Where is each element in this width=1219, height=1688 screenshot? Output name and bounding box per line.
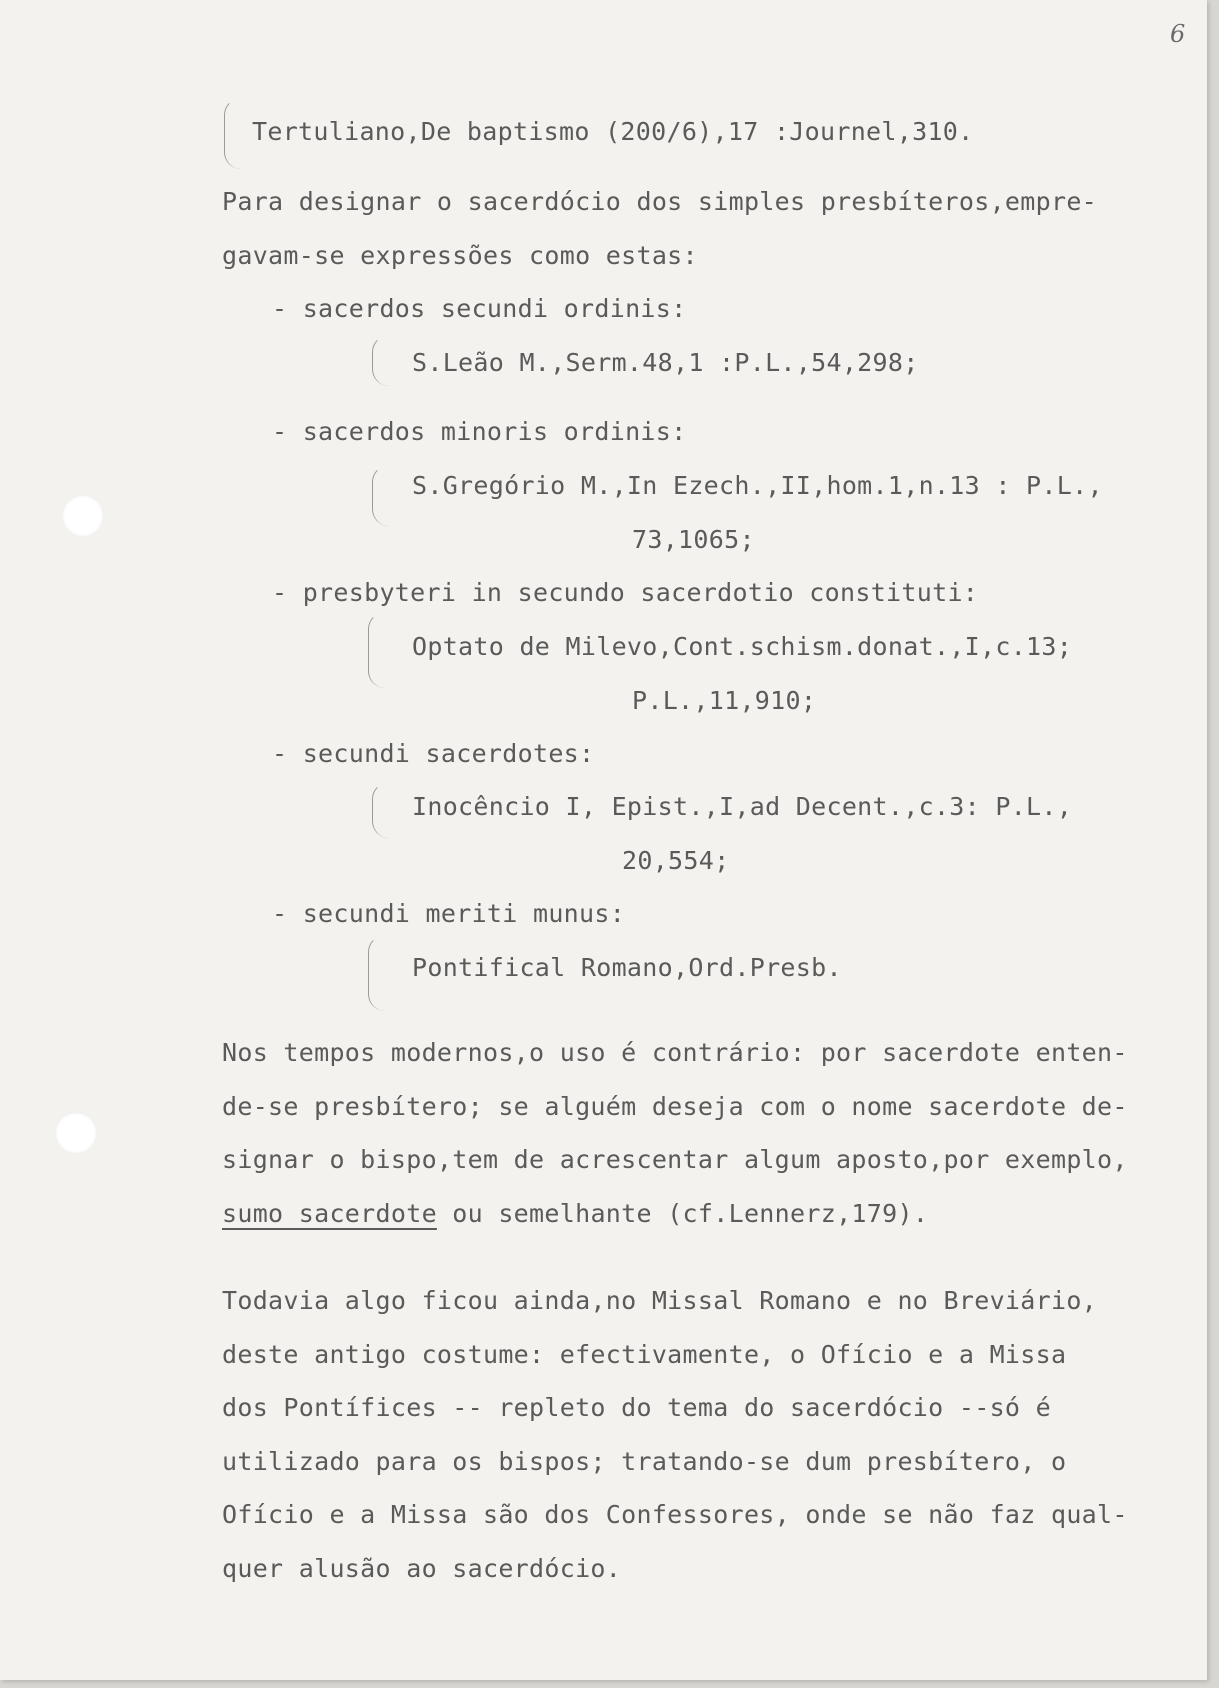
punch-hole [55,1112,97,1154]
citation-bracket [372,335,389,386]
text-line: - sacerdos secundi ordinis: [272,294,687,323]
text-line: 20,554; [622,846,730,875]
text-line: Todavia algo ficou ainda,no Missal Romano e no Breviário, [222,1286,1098,1315]
text-line: signar o bispo,tem de acrescentar algum aposto,por exemplo, [222,1145,1128,1174]
text-line: quer alusão ao sacerdócio. [222,1554,622,1583]
text-line: deste antigo costume: efectivamente, o Ofício e a Missa [222,1340,1067,1369]
text-line-with-underline [222,1199,928,1229]
text-line: P.L.,11,910; [632,686,817,715]
text-line: Tertuliano,De baptismo (200/6),17 :Journel,310. [252,117,974,146]
text-line: Para designar o sacerdócio dos simples presbíteros,empre- [222,187,1098,216]
text-line: S.Leão M.,Serm.48,1 :P.L.,54,298; [412,348,919,377]
text-line: 73,1065; [632,525,755,554]
citation-bracket [224,98,241,169]
text-line: gavam-se expressões como estas: [222,241,698,270]
punch-hole [62,495,104,537]
text-line: Nos tempos modernos,o uso é contrário: por sacerdote enten- [222,1038,1128,1067]
text-line: - sacerdos minoris ordinis: [272,417,687,446]
text-line-rest: ou semelhante (cf.Lennerz,179). [452,1199,929,1228]
text-line: - presbyteri in secundo sacerdotio constituti: [272,578,979,607]
citation-bracket [372,465,389,526]
underlined-term: sumo sacerdote [222,1199,437,1228]
citation-bracket [372,782,389,838]
text-line: Pontifical Romano,Ord.Presb. [412,953,842,982]
citation-bracket [368,612,385,688]
text-line: de-se presbítero; se alguém deseja com o nome sacerdote de- [222,1092,1128,1121]
citation-bracket [368,935,385,1011]
text-line: Optato de Milevo,Cont.schism.donat.,I,c.13; [412,632,1073,661]
text-line: Ofício e a Missa são dos Confessores, onde se não faz qual- [222,1500,1128,1529]
text-line: Inocêncio I, Epist.,I,ad Decent.,c.3: P.L., [412,792,1073,821]
text-line: dos Pontífices -- repleto do tema do sacerdócio --só é [222,1393,1051,1422]
page-number: 6 [1170,20,1186,48]
text-line: utilizado para os bispos; tratando-se dum presbítero, o [222,1447,1067,1476]
text-line: S.Gregório M.,In Ezech.,II,hom.1,n.13 : P.L., [412,471,1103,500]
text-line: - secundi sacerdotes: [272,739,595,768]
text-line: - secundi meriti munus: [272,899,626,928]
